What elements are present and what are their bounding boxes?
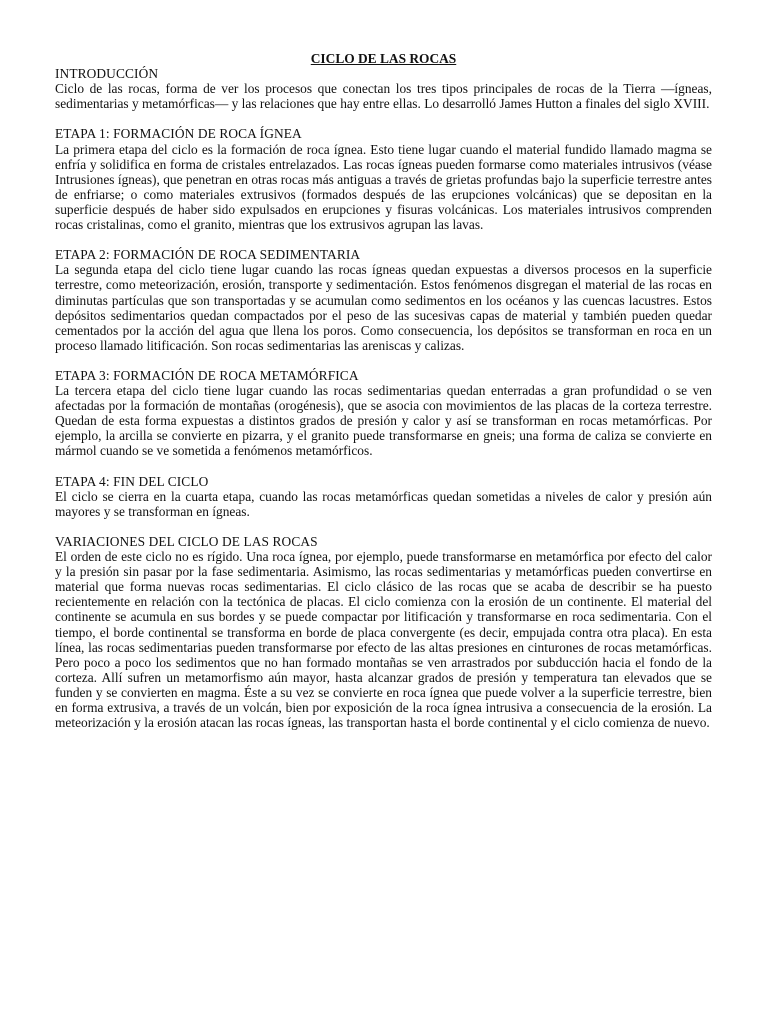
- section-etapa-2: [55, 247, 712, 353]
- section-heading: ETAPA 4: FIN DEL CICLO: [55, 473, 209, 489]
- section-heading: ETAPA 3: FORMACIÓN DE ROCA METAMÓRFICA: [55, 367, 359, 383]
- document-page: [55, 51, 712, 745]
- section-heading: ETAPA 1: FORMACIÓN DE ROCA ÍGNEA: [55, 126, 302, 142]
- section-introduccion: [55, 66, 712, 111]
- section-paragraph: El orden de este ciclo no es rígido. Una roca ígnea, por ejemplo, puede transformarse en metamórfica por efecto del calor y la presión sin pasar por la fase sedimentaria. Asimismo, las rocas sedimentarias y metamórficas pueden convertirse en material que forma nuevas rocas sedimentarias. El ciclo clásico de las rocas que se acaba de describir se ha puesto recientemente en relación con la tectónica de placas. El ciclo comienza con la erosión de un continente. El material del continente se acumula en sus bordes y se puede compactar por litificación y transformarse en roca sedimentaria. Con el tiempo, el borde continental se transforma en borde de placa convergente (es decir, empujada contra otra placa). En esta línea, las rocas sedimentarias pueden transformarse por efecto de las altas presiones en cinturones de rocas metamórficas. Pero poco a poco los sedimentos que no han formado montañas se ven arrastrados por subducción hacia el fondo de la corteza. Allí sufren un metamorfismo aún mayor, hasta alcanzar grados de presión y temperatura tan elevados que se funden y se convierten en magma. Éste a su vez se convierte en roca ígnea que puede volver a la superficie terrestre, bien en forma extrusiva, a través de un volcán, bien por exposición de la roca ígnea intrusiva a consecuencia de la erosión. La meteorización y la erosión atacan las rocas ígneas, las transportan hasta el borde continental y el ciclo comienza de nuevo.: [55, 549, 712, 731]
- section-paragraph: El ciclo se cierra en la cuarta etapa, cuando las rocas metamórficas quedan sometidas a niveles de calor y presión aún mayores y se transforman en ígneas.: [55, 488, 712, 519]
- section-heading: VARIACIONES DEL CICLO DE LAS ROCAS: [55, 534, 318, 549]
- section-heading: ETAPA 2: FORMACIÓN DE ROCA SEDIMENTARIA: [55, 247, 361, 263]
- section-paragraph: La segunda etapa del ciclo tiene lugar cuando las rocas ígneas quedan expuestas a diversos procesos en la superficie terrestre, como meteorización, erosión, transporte y sedimentación. Estos fenómenos disgregan el material de las rocas en diminutas partículas que son transportadas y se acumulan como sedimentos en los océanos y las cuencas lacustres. Estos depósitos sedimentarios quedan compactados por el peso de las sucesivas capas de material y también pueden quedar cementados por la acción del agua que llena los poros. Como consecuencia, los depósitos se transforman en roca en un proceso llamado litificación. Son rocas sedimentarias las areniscas y calizas.: [55, 262, 712, 353]
- section-paragraph: Ciclo de las rocas, forma de ver los procesos que conectan los tres tipos principales de rocas de la Tierra —ígneas, sedimentarias y metamórficas— y las relaciones que hay entre ellas. Lo desarrolló James Hutton a finales del siglo XVIII.: [55, 81, 712, 112]
- section-etapa-3: [55, 368, 712, 459]
- section-etapa-4: [55, 474, 712, 519]
- section-paragraph: La tercera etapa del ciclo tiene lugar cuando las rocas sedimentarias quedan enterradas a gran profundidad o se ven afectadas por la formación de montañas (orogénesis), que se asocia con movimientos de las placas de la corteza terrestre. Quedan de esta forma expuestas a distintos grados de presión y calor y así se transforman en rocas metamórficas. Por ejemplo, la arcilla se convierte en pizarra, y el granito puede transformarse en gneis; una forma de caliza se convierte en mármol cuando se ve sometida a fenómenos metamórficos.: [55, 383, 712, 459]
- section-variaciones: [55, 534, 712, 730]
- document-title: CICLO DE LAS ROCAS: [310, 51, 457, 66]
- section-etapa-1: [55, 126, 712, 232]
- section-paragraph: La primera etapa del ciclo es la formación de roca ígnea. Esto tiene lugar cuando el material fundido llamado magma se enfría y solidifica en forma de cristales entrelazados. Las rocas ígneas pueden formarse como materiales intrusivos (véase Intrusiones ígneas), que penetran en otras rocas más antiguas a través de grietas profundas bajo la superficie terrestre antes de enfriarse; o como materiales extrusivos (formados después de las erupciones volcánicas) que se depositan en la superficie después de haber sido expulsados en erupciones y fisuras volcánicas. Los materiales intrusivos comprenden rocas cristalinas, como el granito, mientras que los extrusivos agrupan las lavas.: [55, 141, 713, 233]
- section-heading: INTRODUCCIÓN: [55, 66, 159, 82]
